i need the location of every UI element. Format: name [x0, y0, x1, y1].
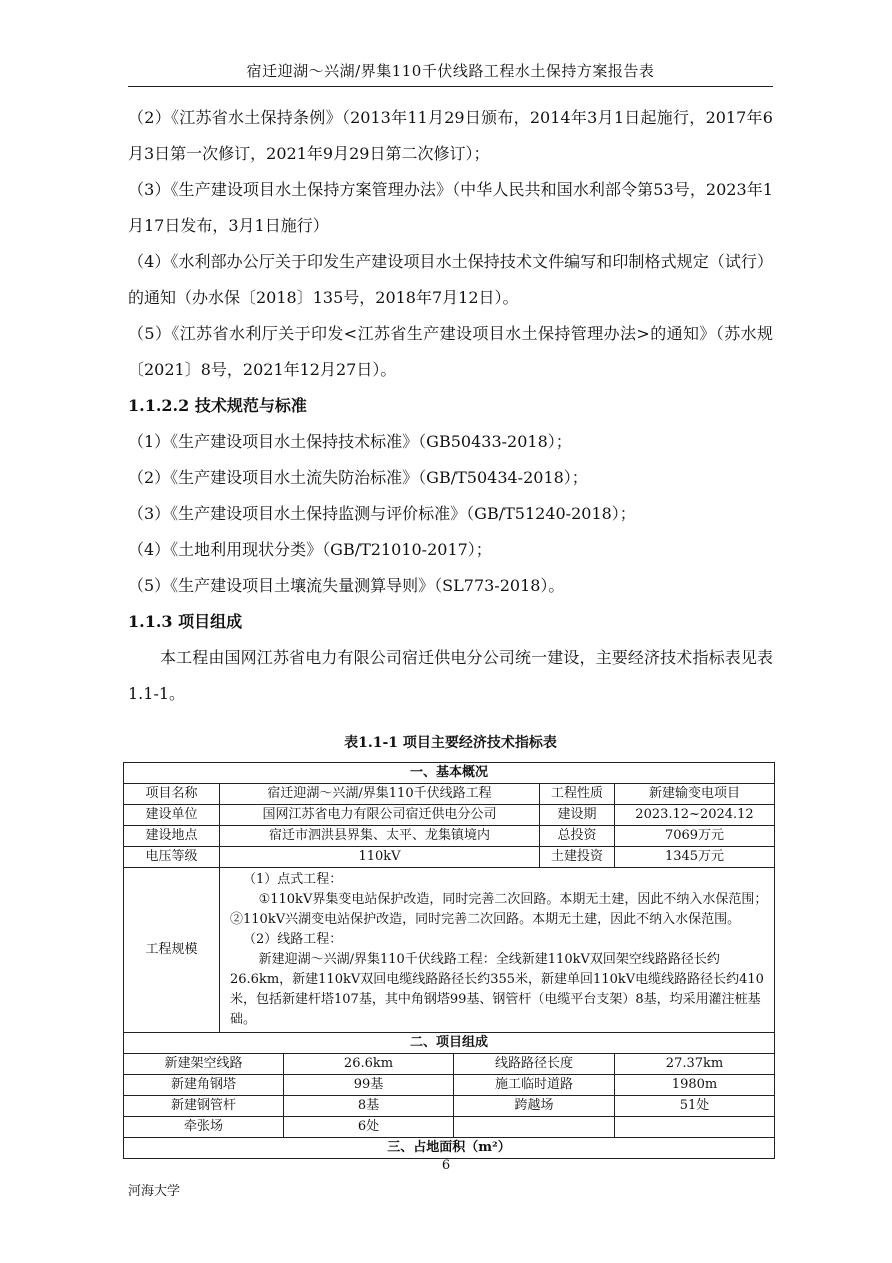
standard-item-5: （5）《生产建设项目土壤流失量测算导则》（SL773-2018）。 — [128, 576, 565, 595]
table-cell: 建设期 — [540, 805, 615, 826]
table-cell: 26.6km — [284, 1054, 454, 1075]
table-cell: 8基 — [284, 1096, 454, 1117]
table-row — [124, 763, 775, 784]
scale-label: 工程规模 — [124, 868, 220, 1033]
line-project-text: 新建迎湖～兴湖/界集110千伏线路工程：全线新建110kV双回架空线路路径长约26.6km，新建110kV双回电缆线路路径长约355米，新建单回110kV电缆线路路径长约410米，包括新建杆塔107基，其中角钢塔99基、钢管杆（电缆平台支架）8基，均采用灌注桩基础。 — [230, 952, 764, 1027]
table-cell: 施工临时道路 — [454, 1075, 615, 1096]
table-row — [124, 1117, 775, 1138]
table-caption: 表1.1-1 项目主要经济技术指标表 — [344, 735, 557, 751]
table-cell: 线路路径长度 — [454, 1054, 615, 1075]
table-row — [124, 1033, 775, 1054]
table-cell: 电压等级 — [124, 847, 220, 868]
section-title: 一、基本概况 — [124, 763, 775, 784]
line-project-title: （2）线路工程： — [243, 932, 343, 947]
header-rule — [128, 86, 773, 87]
law-item-3: （3）《生产建设项目水土保持方案管理办法》（中华人民共和国水利部令第53号，2023年1月17日发布，3月1日施行） — [128, 180, 773, 235]
footer-institution: 河海大学 — [128, 1184, 181, 1199]
table-row — [124, 1138, 775, 1159]
table-cell: 6处 — [284, 1117, 454, 1138]
table-cell: 27.37km — [615, 1054, 775, 1075]
table-cell: 建设地点 — [124, 826, 220, 847]
table-cell: 99基 — [284, 1075, 454, 1096]
table-cell: 项目名称 — [124, 784, 220, 805]
table-cell: 110kV — [220, 847, 540, 868]
table-row — [124, 868, 775, 1033]
table-cell: 1980m — [615, 1075, 775, 1096]
table-cell: 7069万元 — [615, 826, 775, 847]
point-project-title: （1）点式工程： — [243, 872, 343, 887]
table-cell: 宿迁市泗洪县界集、太平、龙集镇境内 — [220, 826, 540, 847]
heading-composition: 1.1.3 项目组成 — [128, 612, 243, 631]
point-project-text: ①110kV界集变电站保护改造，同时完善二次回路。本期无土建，因此不纳入水保范围；②110kV兴湖变电站保护改造，同时完善二次回路。本期无土建，因此不纳入水保范围。 — [230, 892, 768, 927]
scale-description — [220, 868, 775, 1033]
table-row — [124, 847, 775, 868]
section-title: 三、占地面积（m²） — [124, 1138, 775, 1159]
standard-item-1: （1）《生产建设项目水土保持技术标准》（GB50433-2018）； — [128, 432, 572, 451]
table-cell: 牵张场 — [124, 1117, 284, 1138]
table-row — [124, 1096, 775, 1117]
table-cell: 新建输变电项目 — [615, 784, 775, 805]
table-row — [124, 1054, 775, 1075]
running-header: 宿迁迎湖～兴湖/界集110千伏线路工程水土保持方案报告表 — [246, 62, 655, 80]
section-title: 二、项目组成 — [124, 1033, 775, 1054]
law-item-2: （2）《江苏省水土保持条例》（2013年11月29日颁布，2014年3月1日起施行，2017年6月3日第一次修订，2021年9月29日第二次修订）； — [128, 108, 773, 163]
table-row — [124, 805, 775, 826]
table-cell: 2023.12~2024.12 — [615, 805, 775, 826]
standard-item-3: （3）《生产建设项目水土保持监测与评价标准》（GB/T51240-2018）； — [128, 504, 636, 523]
table-cell: 国网江苏省电力有限公司宿迁供电分公司 — [220, 805, 540, 826]
table-cell: 总投资 — [540, 826, 615, 847]
table-cell: 土建投资 — [540, 847, 615, 868]
table-cell: 1345万元 — [615, 847, 775, 868]
law-item-5: （5）《江苏省水利厅关于印发<江苏省生产建设项目水土保持管理办法>的通知》（苏水规〔2021〕8号，2021年12月27日）。 — [128, 324, 773, 379]
table-cell: 建设单位 — [124, 805, 220, 826]
table-cell: 跨越场 — [454, 1096, 615, 1117]
intro-paragraph: 本工程由国网江苏省电力有限公司宿迁供电分公司统一建设，主要经济技术指标表见表1.1-1。 — [128, 648, 773, 703]
page-number: 6 — [441, 1158, 451, 1173]
table-row — [124, 826, 775, 847]
table-row — [124, 1075, 775, 1096]
standard-item-4: （4）《土地利用现状分类》（GB/T21010-2017）； — [128, 540, 492, 559]
table-row — [124, 784, 775, 805]
standard-item-2: （2）《生产建设项目水土流失防治标准》（GB/T50434-2018）； — [128, 468, 588, 487]
indicator-table — [123, 762, 775, 1159]
table-cell: 宿迁迎湖～兴湖/界集110千伏线路工程 — [220, 784, 540, 805]
table-cell: 新建钢管杆 — [124, 1096, 284, 1117]
table-cell — [454, 1117, 615, 1138]
page-content — [128, 100, 773, 1159]
law-item-4: （4）《水利部办公厅关于印发生产建设项目水土保持技术文件编写和印制格式规定（试行）的通知（办水保〔2018〕135号，2018年7月12日）。 — [128, 252, 773, 307]
table-cell: 新建架空线路 — [124, 1054, 284, 1075]
heading-standards: 1.1.2.2 技术规范与标准 — [128, 396, 307, 415]
table-cell: 新建角钢塔 — [124, 1075, 284, 1096]
table-cell: 工程性质 — [540, 784, 615, 805]
table-cell — [615, 1117, 775, 1138]
table-cell: 51处 — [615, 1096, 775, 1117]
